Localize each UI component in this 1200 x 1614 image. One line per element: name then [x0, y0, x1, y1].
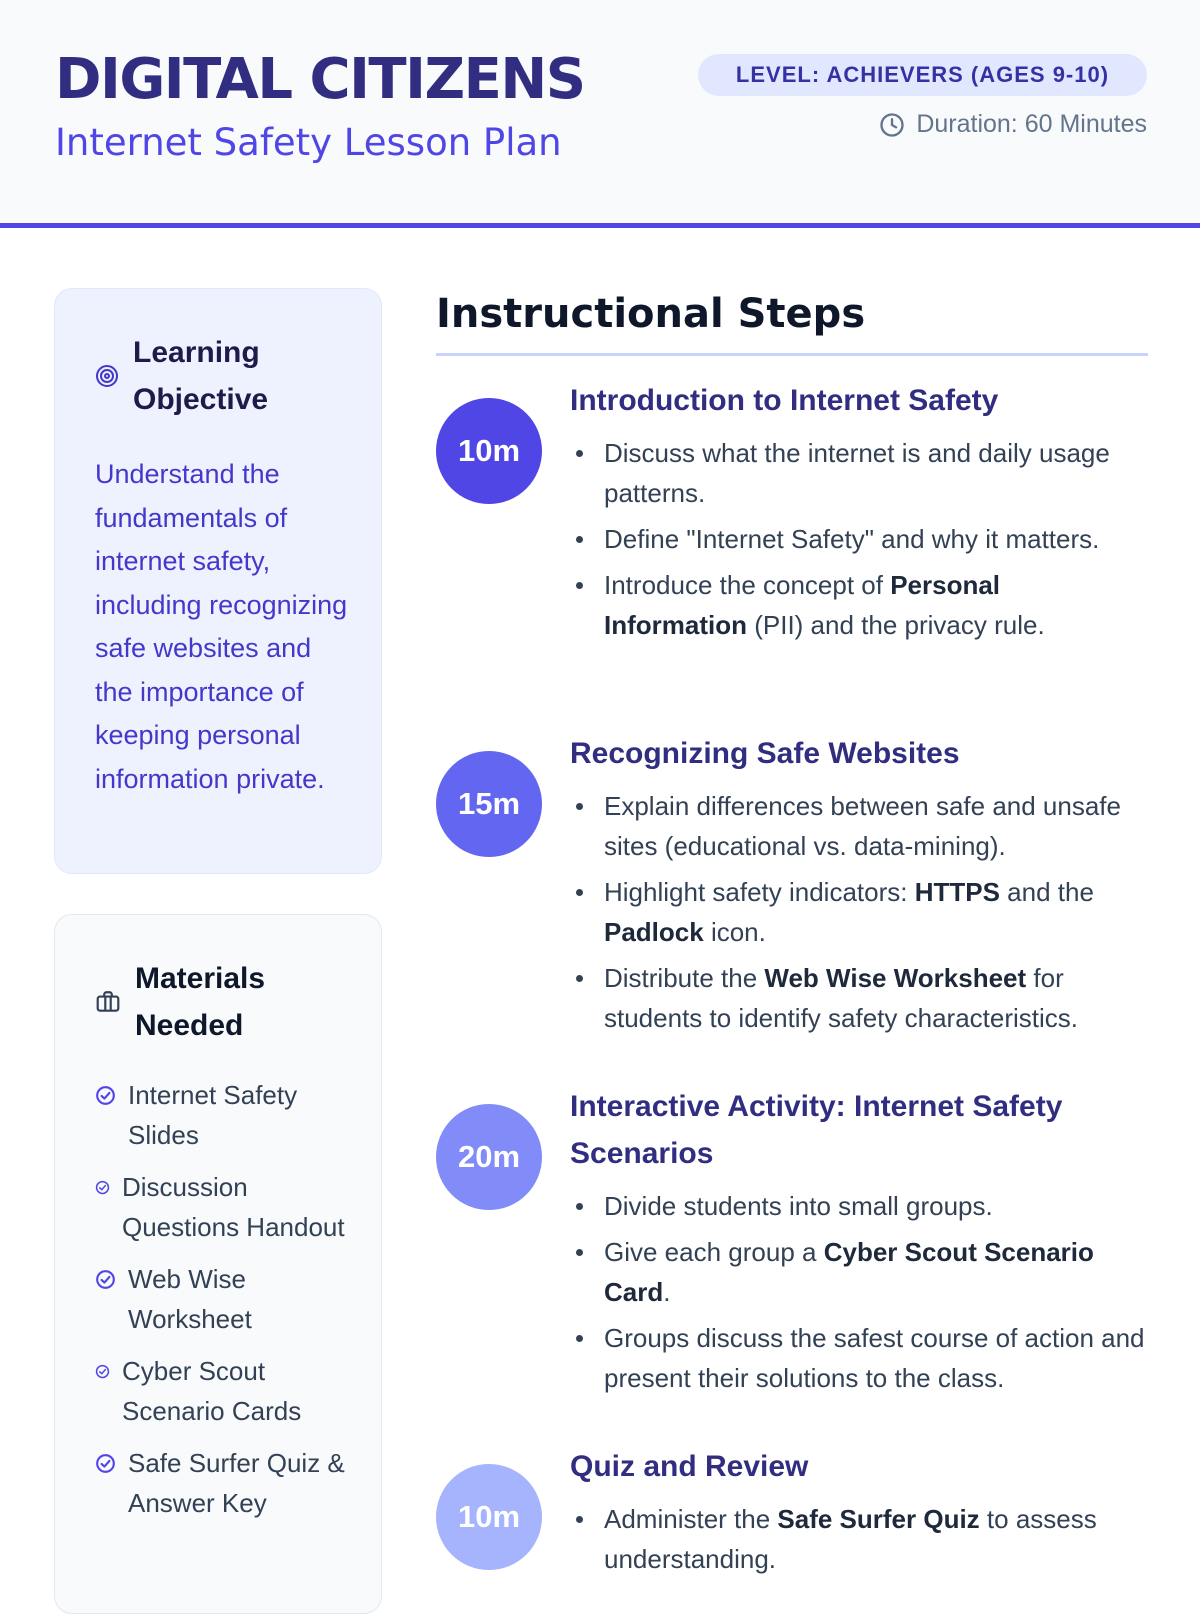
- bullet-text: to assess understanding.: [604, 1504, 1097, 1574]
- bullet-emphasis: Padlock: [604, 917, 704, 947]
- level-badge: LEVEL: ACHIEVERS (AGES 9-10): [698, 54, 1147, 96]
- check-circle-icon: [95, 1269, 116, 1290]
- step-bullet-list: [570, 1186, 1148, 1398]
- page-title: DIGITAL CITIZENS: [55, 47, 585, 112]
- duration-text: Duration: 60 Minutes: [916, 110, 1147, 138]
- check-circle-icon: [95, 1180, 110, 1195]
- material-item-label: Cyber Scout Scenario Cards: [122, 1356, 302, 1426]
- bullet-text: icon.: [703, 917, 766, 947]
- material-item-label: Discussion Questions Handout: [122, 1172, 345, 1242]
- bullet-text: Discuss what the internet is and daily usage patterns.: [604, 438, 1110, 508]
- bullet-emphasis: Safe Surfer Quiz: [777, 1504, 980, 1534]
- step-bullet: [570, 786, 1148, 866]
- check-circle-icon: [95, 1085, 116, 1106]
- step-title: Introduction to Internet Safety: [570, 384, 999, 417]
- material-item: [95, 1167, 351, 1247]
- material-item-label: Internet Safety Slides: [128, 1080, 298, 1150]
- bullet-text: Groups discuss the safest course of action and present their solutions to the class.: [604, 1323, 1145, 1393]
- step-bullet-list: [570, 433, 1148, 645]
- step-bullet: [570, 519, 1148, 559]
- bullet-text: Explain differences between safe and unsafe sites (educational vs. data-mining).: [604, 791, 1121, 861]
- check-circle-icon: [95, 1453, 116, 1474]
- material-item: [95, 1075, 351, 1155]
- step-title: Interactive Activity: Internet Safety Scenarios: [570, 1090, 1063, 1170]
- materials-title: Materials Needed: [135, 962, 266, 1042]
- step-title: Recognizing Safe Websites: [570, 737, 960, 770]
- material-item: [95, 1259, 351, 1339]
- learning-objective-title: Learning Objective: [133, 336, 269, 416]
- step-duration-badge: 15m: [436, 751, 542, 857]
- material-item-label: Safe Surfer Quiz & Answer Key: [128, 1448, 345, 1518]
- step-bullet: [570, 1232, 1148, 1312]
- section-divider: [436, 353, 1148, 356]
- target-icon: [95, 364, 119, 388]
- bullet-text: Introduce the concept of: [604, 570, 891, 600]
- bullet-text: Highlight safety indicators:: [604, 877, 915, 907]
- bullet-text: Give each group a: [604, 1237, 824, 1267]
- step-title: Quiz and Review: [570, 1450, 809, 1483]
- step-bullet: [570, 433, 1148, 513]
- page-subtitle: Internet Safety Lesson Plan: [55, 121, 562, 164]
- briefcase-icon: [95, 989, 121, 1015]
- step-bullet: [570, 1186, 1148, 1226]
- lesson-header: [0, 0, 1200, 228]
- bullet-text: Divide students into small groups.: [604, 1191, 993, 1221]
- step-duration-badge: 10m: [436, 1464, 542, 1570]
- step-bullet: [570, 565, 1148, 645]
- bullet-text: (PII) and the privacy rule.: [747, 610, 1045, 640]
- bullet-emphasis: Web Wise Worksheet: [764, 963, 1027, 993]
- materials-card: [54, 914, 382, 1614]
- bullet-emphasis: Personal Information: [604, 570, 1001, 640]
- bullet-emphasis: HTTPS: [914, 877, 1000, 907]
- step-duration-badge: 20m: [436, 1104, 542, 1210]
- bullet-text: for students to identify safety characteristics.: [604, 963, 1078, 1033]
- learning-objective-text: Understand the fundamentals of internet safety, including recognizing safe websites and the importance of keeping personal information private.: [95, 459, 348, 794]
- materials-list: [95, 1075, 351, 1523]
- bullet-text: and the: [999, 877, 1094, 907]
- learning-objective-card: [54, 288, 382, 874]
- material-item: [95, 1351, 351, 1431]
- bullet-text: Administer the: [604, 1504, 778, 1534]
- duration-info: [878, 110, 1147, 139]
- step-bullet: [570, 1499, 1148, 1579]
- material-item-label: Web Wise Worksheet: [128, 1264, 252, 1334]
- step-bullet: [570, 1318, 1148, 1398]
- check-circle-icon: [95, 1364, 110, 1379]
- bullet-emphasis: Cyber Scout Scenario Card: [604, 1237, 1094, 1307]
- step-bullet-list: [570, 786, 1148, 1038]
- step-bullet: [570, 872, 1148, 952]
- step-bullet-list: [570, 1499, 1148, 1579]
- step-bullet: [570, 958, 1148, 1038]
- bullet-text: Distribute the: [604, 963, 765, 993]
- step-duration-badge: 10m: [436, 398, 542, 504]
- clock-icon: [878, 111, 906, 139]
- material-item: [95, 1443, 351, 1523]
- bullet-text: Define "Internet Safety" and why it matters.: [604, 524, 1100, 554]
- instructional-steps-title: Instructional Steps: [436, 291, 866, 337]
- bullet-text: .: [663, 1277, 671, 1307]
